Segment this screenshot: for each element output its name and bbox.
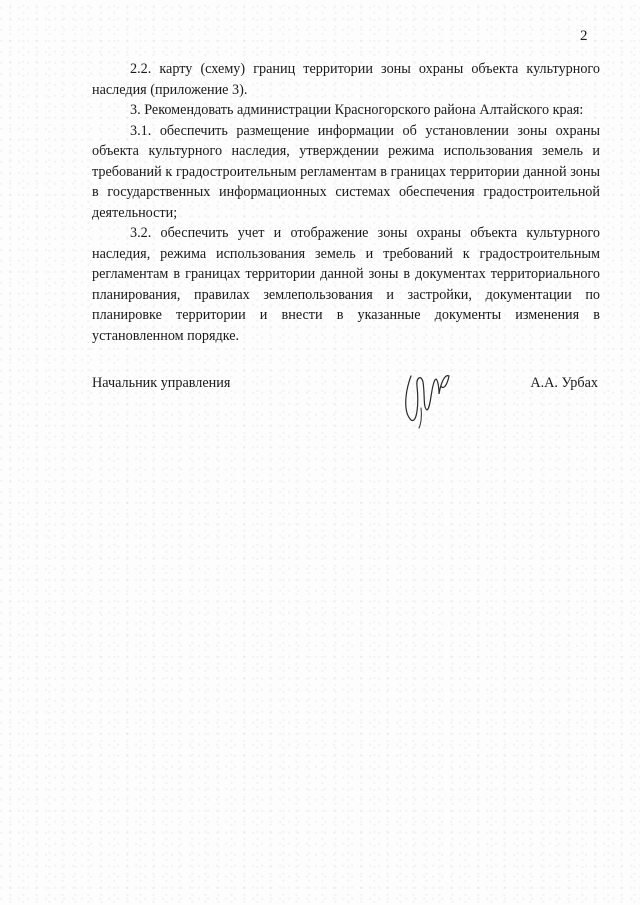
paragraph-3-2: 3.2. обеспечить учет и отображение зоны охраны объекта культурного наследия, режима использования земель и требований к градостроительным регламентам в границах территории данной зоны в документах территориального планирования, правилах землепользования и застройки, документации по планировке территории и внести в указанные документы изменения в установленном порядке. [92,225,600,344]
signature-block [92,372,600,452]
document-body [92,59,600,346]
signatory-name: А.А. Урбах [530,375,598,391]
paragraph-3-1: 3.1. обеспечить размещение информации об установлении зоны охраны объекта культурного наследия, утверждении режима использования земель и требований к градостроительным регламентам в границах территории данной зоны в государственных информационных системах обеспечения градостроительной деятельности; [92,122,600,221]
signatory-position: Начальник управления [92,375,231,391]
paragraph-2-2: 2.2. карту (схему) границ территории зоны охраны объекта культурного наследия (приложение 3). [92,61,600,98]
handwritten-signature [397,364,457,434]
paragraph-3: 3. Рекомендовать администрации Красногорского района Алтайского края: [130,102,584,118]
page-number: 2 [580,28,588,44]
